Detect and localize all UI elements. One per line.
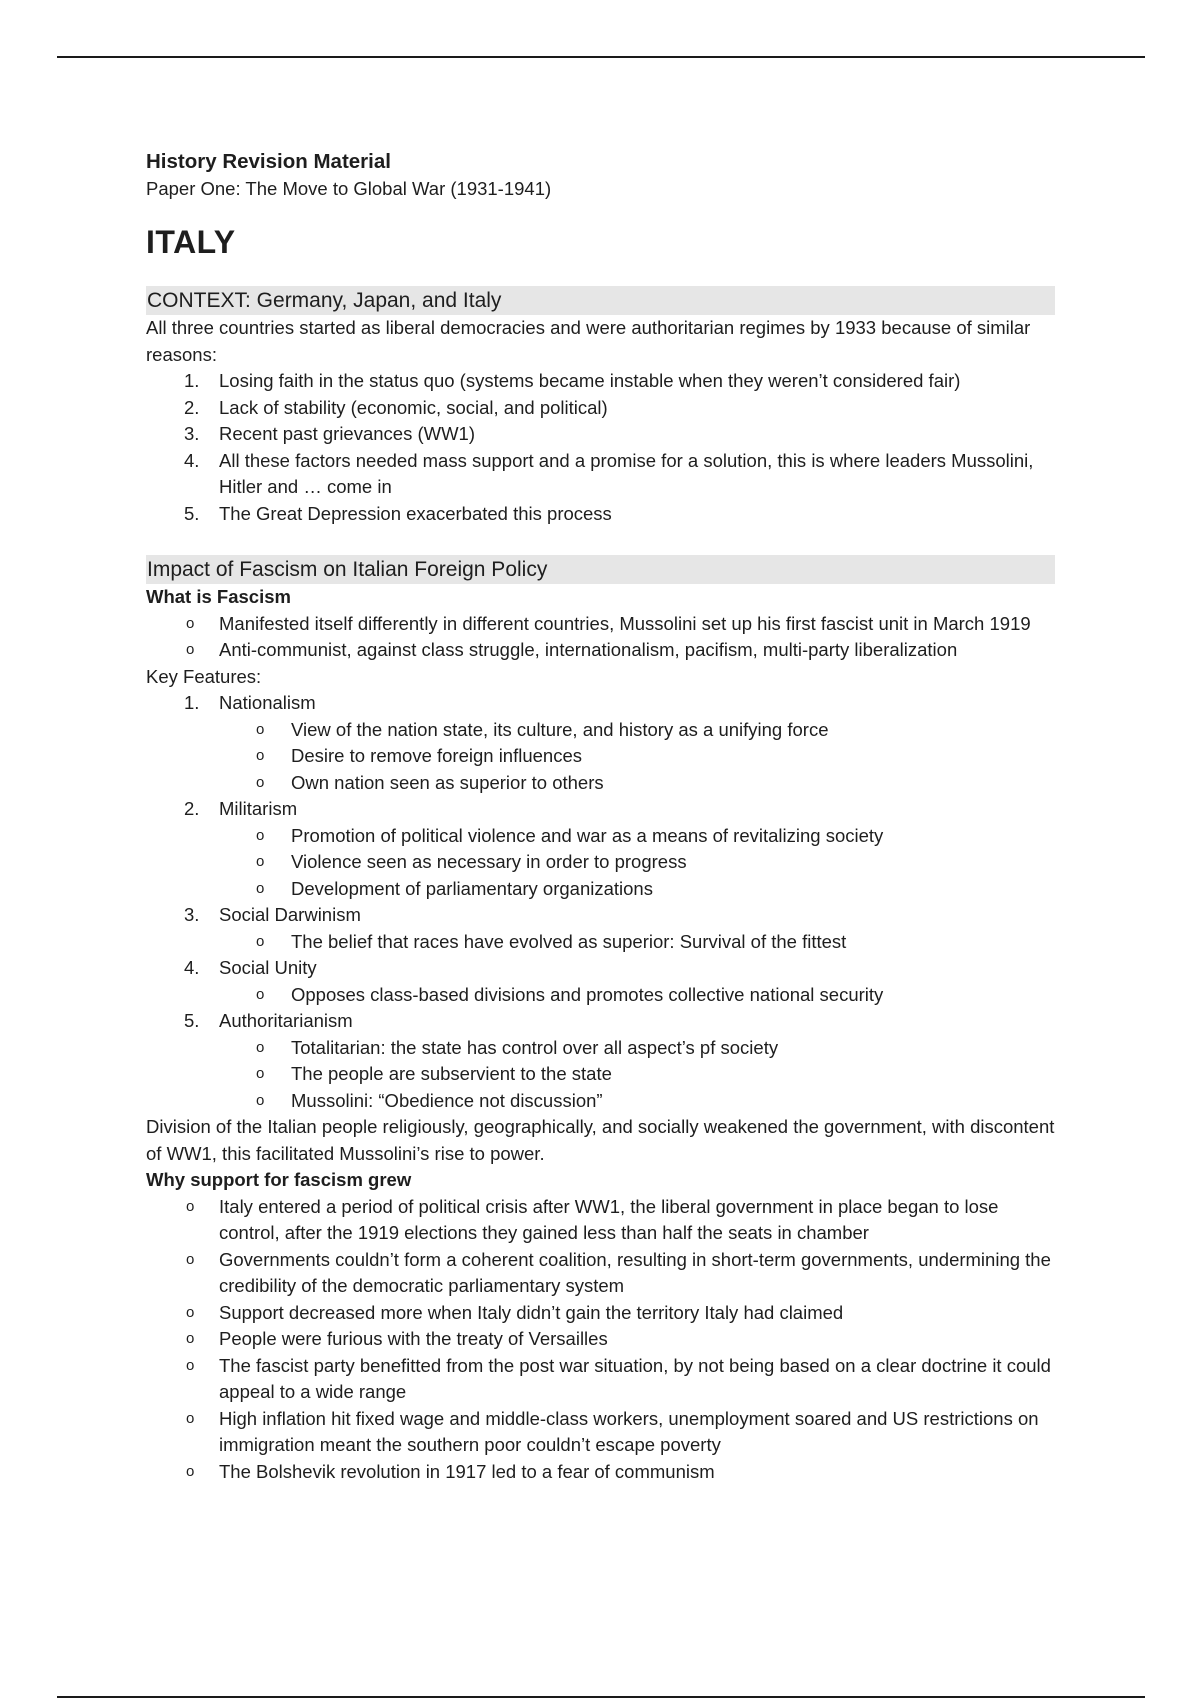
list-item [146,1326,1056,1353]
bullet-icon: o [186,1250,195,1268]
document-title: History Revision Material [146,150,391,173]
list-item-text: Opposes class-based divisions and promotes collective national security [291,983,884,1005]
feature-sub-list [146,1035,1056,1115]
list-item-text: All these factors needed mass support and a promise for a solution, this is where leaders Mussolini, Hitler and … come in [219,449,1034,497]
list-number: 4. [184,449,200,471]
list-item-text: The Great Depression exacerbated this process [219,502,612,524]
feature-label: Social Darwinism [219,904,361,925]
feature-item [146,796,1056,823]
key-features-label: Key Features: [146,665,262,687]
list-number: 5. [184,502,200,524]
list-item-text: The belief that races have evolved as superior: Survival of the fittest [291,930,847,952]
feature-item [146,902,1056,929]
list-item [146,1088,1056,1115]
list-number: 1. [184,692,200,713]
list-item [146,368,1056,395]
list-item-text: Recent past grievances (WW1) [219,423,476,444]
list-number: 2. [184,396,200,418]
list-item [146,421,1056,448]
list-item [146,770,1056,797]
list-item-text: Violence seen as necessary in order to progress [291,851,687,872]
list-item-text: Development of parliamentary organizations [291,877,653,899]
bullet-icon: o [186,1330,195,1347]
feature-item [146,1008,1056,1035]
list-item [146,1459,1056,1486]
bullet-icon: o [256,932,265,950]
list-item-text: Anti-communist, against class struggle, internationalism, pacifism, multi-party liberalization [219,639,958,660]
list-item [146,1353,1056,1406]
context-heading: CONTEXT: Germany, Japan, and Italy [146,286,1055,315]
feature-item [146,690,1056,717]
section-spacer [146,527,1056,555]
why-support-list [146,1194,1056,1486]
bullet-icon: o [186,641,195,658]
document-subtitle: Paper One: The Move to Global War (1931-1941) [146,178,552,199]
key-features-list [146,902,1056,929]
list-item [146,395,1056,422]
feature-sub-list [146,717,1056,797]
context-list [146,368,1056,527]
feature-sub-list [146,823,1056,903]
bullet-icon: o [186,614,195,632]
top-rule [57,56,1145,58]
feature-label: Nationalism [219,692,316,713]
list-item [146,876,1056,903]
list-item-text: Manifested itself differently in different countries, Mussolini set up his first fascist unit in March 1919 [219,612,1031,634]
bullet-icon: o [186,1462,195,1480]
list-item [146,1061,1056,1088]
list-number: 5. [184,1010,200,1031]
bullet-icon: o [256,985,265,1003]
list-item-text: Losing faith in the status quo (systems became instable when they weren’t considered fair) [219,370,961,391]
list-item [146,611,1056,638]
list-item-text: Support decreased more when Italy didn’t gain the territory Italy had claimed [219,1301,844,1323]
bottom-rule [57,1696,1145,1698]
bullet-icon: o [186,1197,195,1215]
bullet-icon: o [256,747,265,764]
list-item [146,929,1056,956]
bullet-icon: o [256,773,265,791]
list-item [146,1247,1056,1300]
list-number: 3. [184,423,200,444]
bullet-icon: o [256,1065,265,1082]
list-item-text: View of the nation state, its culture, and history as a unifying force [291,718,829,740]
feature-label: Social Unity [219,957,317,978]
list-item [146,1194,1056,1247]
list-item-text: Totalitarian: the state has control over all aspect’s pf society [291,1036,779,1058]
bullet-icon: o [256,720,265,738]
feature-item [146,955,1056,982]
key-features-list [146,1008,1056,1035]
list-item [146,1406,1056,1459]
list-number: 3. [184,904,200,925]
list-item-text: People were furious with the treaty of Versailles [219,1328,608,1349]
bullet-icon: o [256,879,265,897]
feature-sub-list [146,929,1056,956]
impact-heading: Impact of Fascism on Italian Foreign Policy [146,555,1055,584]
list-item [146,501,1056,528]
list-item-text: Italy entered a period of political crisis after WW1, the liberal government in place began to lose control, after the 1919 elections they gained less than half the seats in chamber [219,1195,999,1243]
list-item-text: The people are subservient to the state [291,1063,612,1084]
list-item-text: Desire to remove foreign influences [291,745,583,766]
list-number: 2. [184,798,200,819]
context-intro: All three countries started as liberal democracies and were authoritarian regimes by 1933 because of similar reasons: [146,317,1031,365]
bullet-icon: o [186,1409,195,1427]
key-features-list [146,955,1056,982]
bullet-icon: o [256,826,265,844]
feature-label: Militarism [219,798,298,819]
division-paragraph: Division of the Italian people religiously, geographically, and socially weakened the government, with discontent of WW1, this facilitated Mussolini’s rise to power. [146,1116,1055,1164]
feature-label: Authoritarianism [219,1010,353,1031]
list-item [146,448,1056,501]
list-item [146,823,1056,850]
list-number: 1. [184,370,200,391]
bullet-icon: o [256,853,265,870]
list-item-text: Promotion of political violence and war as a means of revitalizing society [291,824,884,846]
document-page [146,148,1056,1485]
list-item-text: High inflation hit fixed wage and middle-class workers, unemployment soared and US restrictions on immigration meant the southern poor couldn’t escape poverty [219,1407,1039,1455]
list-item-text: Governments couldn’t form a coherent coalition, resulting in short-term governments, undermining the credibility of the democratic parliamentary system [219,1248,1051,1296]
bullet-icon: o [256,1038,265,1056]
feature-sub-list [146,982,1056,1009]
list-item [146,849,1056,876]
list-item [146,1300,1056,1327]
why-support-heading: Why support for fascism grew [146,1169,412,1190]
list-item [146,982,1056,1009]
bullet-icon: o [186,1356,195,1374]
list-item [146,637,1056,664]
key-features-list [146,690,1056,717]
list-item-text: Lack of stability (economic, social, and political) [219,396,608,418]
list-item-text: Own nation seen as superior to others [291,771,604,793]
bullet-icon: o [256,1091,265,1109]
list-item-text: Mussolini: “Obedience not discussion” [291,1089,603,1111]
list-item-text: The Bolshevik revolution in 1917 led to a fear of communism [219,1460,715,1482]
list-item-text: The fascist party benefitted from the post war situation, by not being based on a clear doctrine it could appeal to a wide range [219,1354,1051,1402]
list-number: 4. [184,957,200,978]
list-item [146,717,1056,744]
what-is-fascism-heading: What is Fascism [146,586,291,607]
key-features-list [146,796,1056,823]
list-item [146,743,1056,770]
bullet-icon: o [186,1303,195,1321]
list-item [146,1035,1056,1062]
main-title: ITALY [146,224,236,260]
what-is-fascism-list [146,611,1056,664]
